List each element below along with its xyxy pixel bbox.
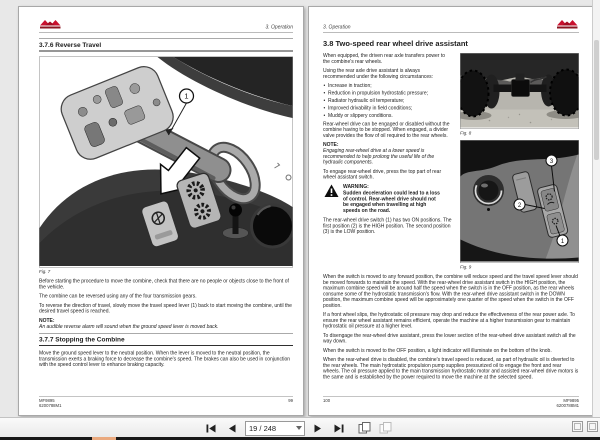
section-heading-376: 3.7.6 Reverse Travel (39, 39, 293, 52)
manual-page-right (308, 6, 594, 416)
page-footer (323, 397, 579, 409)
paragraph: Before starting the procedure to move the combine, check that there are no people or objects close to the front of the vehicle. (39, 278, 289, 290)
paragraph: To reverse the direction of travel, slowly move the travel speed lever (1) back to start moving the combine, until the desired travel speed is reached. (39, 302, 292, 314)
callout-1-label: 1 (184, 91, 189, 101)
last-page-button[interactable] (331, 420, 347, 436)
callout-1-label: 1 (560, 238, 565, 245)
previous-page-icon (228, 424, 236, 433)
warning-block (324, 184, 452, 214)
warning-triangle-icon (324, 184, 339, 198)
next-page-icon (314, 424, 322, 433)
paragraph: When the rear-wheel drive is disabled, the combine's travel speed is reduced, as part of hydraulic oil is diverted to the rear wheels. The main hydrostatic propulsion pump supplies pressurized oil to engage the front and rear wheels. The oil pressure applied to the main transmission hydrostatic motor and assisted rear-wheel drive motors is the same and is established by the power required to move the machine at the selected speed. (323, 357, 579, 380)
page-number-box (245, 421, 305, 436)
control-lever-drawing (40, 57, 293, 266)
manual-page-left (18, 6, 304, 416)
vertical-scrollbar[interactable] (592, 0, 600, 417)
section-heading-38: 3.8 Two-speed rear wheel drive assistant (323, 39, 468, 48)
figure-7-lever-illustration (39, 57, 293, 268)
two-page-view-button[interactable] (377, 420, 393, 436)
footer-doc-codes: MF9895 6200788M1 (39, 398, 62, 408)
callout-3-label: 3 (549, 158, 554, 165)
next-page-button[interactable] (310, 420, 326, 436)
page-header (39, 19, 293, 33)
massey-ferguson-logo (39, 19, 62, 30)
single-page-view-button[interactable] (356, 420, 372, 436)
warning-label: WARNING: (343, 183, 369, 190)
first-page-icon (206, 424, 216, 433)
bullet-item: • Reduction in propulsion hydrostatic pressure; (323, 91, 452, 97)
section-heading-377: 3.7.7 Stopping the Combine (39, 333, 293, 346)
page-number-input[interactable] (246, 423, 295, 434)
bullet-item: • Improved drivability in field conditions; (323, 106, 452, 112)
massey-ferguson-logo (556, 19, 579, 30)
page-header (323, 19, 579, 33)
paragraph: Rear-wheel drive can be engaged or disabled without the combine having to be stopped. When engaged, a divider valve provides the flow of oil required to the rear wheels. (323, 121, 450, 139)
rear-axle-photo (461, 54, 579, 128)
figure-9-caption: Fig. 9 (460, 264, 472, 270)
warning-text: Sudden deceleration could lead to a loss of control. Rear-wheel drive should not be engaged when travelling at high speeds on the road. (343, 190, 440, 214)
note-label: NOTE: (323, 142, 339, 148)
note-label: NOTE: (39, 317, 55, 324)
paragraph: Using the rear axle drive assistant is always recommended under the following circumstances: (323, 68, 434, 80)
footer-page-number: 99 (288, 398, 293, 403)
running-header: 3. Operation (323, 24, 351, 30)
bullet-item: • Increase in traction; (323, 83, 452, 89)
note-text: Engaging rear-wheel drive at a lower speed is recommended to help prolong the useful life of the hydraulic components. (323, 148, 435, 165)
paragraph: When equipped, the driven rear axle transfers power to the combine's rear wheels. (323, 53, 446, 65)
fit-width-button[interactable] (572, 421, 583, 432)
page-dropdown-icon[interactable] (296, 426, 302, 430)
two-page-view-icon (379, 422, 392, 434)
paragraph: To disengage the rear-wheel drive assistant, press the lower section of the rear-wheel drive assistant switch all the way down. (323, 332, 576, 344)
figure-7-caption: Fig. 7 (39, 269, 51, 274)
running-header: 3. Operation (265, 24, 293, 30)
bullet-item: • Radiator hydraulic oil temperature; (323, 98, 452, 104)
fit-page-icon (589, 423, 596, 430)
bullet-list (323, 83, 452, 119)
paragraph: The rear-wheel drive switch (1) has two ON positions. The first position (2) is the HIGH position. The second position (3) is the LOW position. (323, 217, 452, 235)
footer-doc-codes: MF9895 6200788M1 (556, 398, 579, 408)
paragraph: When the switch is moved to any forward position, the combine will reduce speed and the travel speed lever should be moved forwards to maintain the speed. With the rear-wheel drive assistant switch in the HIGH position, the maximum combine speed will be around half the speed when the switch is in the OFF position, as the rear wheels consume some of the hydrostatic transmission's flow. With the rear-wheel drive assistant switch in the DOWN position, the maximum combine speed will be approximately one quarter of the speed when the switch in the OFF position. (323, 274, 578, 309)
console-switch-photo (461, 141, 579, 262)
fit-width-icon (574, 423, 581, 430)
previous-page-button[interactable] (224, 420, 240, 436)
last-page-icon (334, 424, 344, 433)
pdf-bottom-toolbar (0, 417, 600, 438)
page-footer (39, 397, 293, 409)
first-page-button[interactable] (203, 420, 219, 436)
bullet-item: • Muddy or slippery conditions. (323, 113, 452, 119)
paragraph: The combine can be reversed using any of the four transmission gears. (39, 293, 197, 299)
figure-9-switch-photo (460, 140, 579, 263)
paragraph: Move the ground speed lever to the neutral position. When the lever is moved to the neutral position, the transmission exerts a braking force to decrease the combine's speed. The brakes can also be used in conjunction with the speed control lever to enhance braking capacity. (39, 350, 291, 368)
single-page-view-icon (358, 422, 371, 434)
paragraph: When the switch is moved to the OFF position, a light indicator will illuminate on the bottom of the knob. (323, 347, 552, 354)
figure-8-caption: Fig. 8 (460, 130, 472, 136)
paragraph: If a front wheel slips, the hydrostatic oil pressure may drop and reduce the effectiveness of the rear power axle. To ensure the rear wheel assistant remains efficient, operate the machine at a higher transmission gear to maintain hydrostatic oil pressure at a higher level. (323, 312, 575, 329)
callout-2-label: 2 (517, 202, 522, 209)
figure-8-rear-axle-photo (460, 53, 579, 129)
paragraph: To engage rear-wheel drive, press the top part of rear wheel assistant switch. (323, 168, 442, 180)
fit-page-button[interactable] (587, 421, 598, 432)
note-text: An audible reverse alarm will sound when the ground speed lever is moved back. (39, 323, 219, 330)
scrollbar-thumb[interactable] (594, 40, 599, 160)
footer-page-number: 100 (323, 398, 331, 403)
